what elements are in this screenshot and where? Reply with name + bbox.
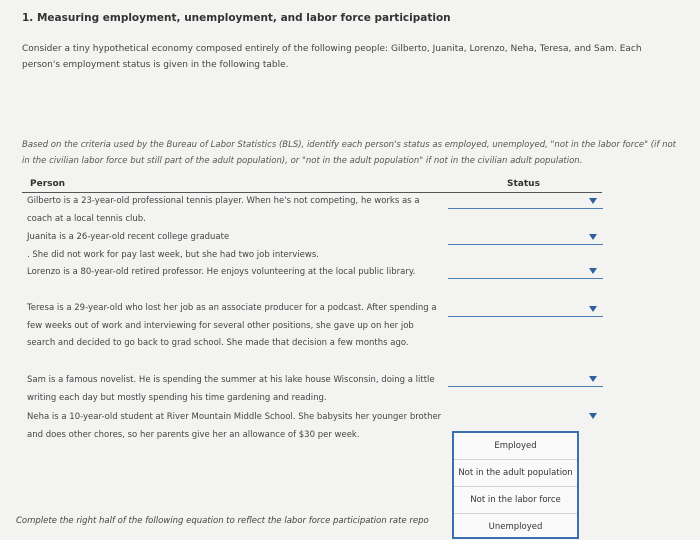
chevron-down-icon	[589, 268, 597, 274]
chevron-down-icon	[589, 413, 597, 419]
table-row-lorenzo: Lorenzo is a 80-year-old retired professor. He enjoys volunteering at the local public library.	[27, 267, 416, 277]
equation-prompt: Complete the right half of the following equation to reflect the labor force participation rate repo	[16, 516, 429, 526]
menu-option-employed[interactable]: Employed	[454, 433, 577, 460]
menu-option-not-in-adult-population[interactable]: Not in the adult population	[454, 460, 577, 487]
status-dropdown-menu	[452, 431, 579, 539]
table-row-teresa: Teresa is a 29-year-old who lost her job as an associate producer for a podcast. After spending a few weeks out of work and interviewing for several other positions, she gave up on her job search and decided to go back to grad school. She made that decision a few months ago.	[27, 303, 437, 348]
chevron-down-icon	[589, 198, 597, 204]
chevron-down-icon	[589, 234, 597, 240]
column-header-status: Status	[507, 179, 540, 189]
status-dropdown-juanita[interactable]	[448, 232, 603, 245]
chevron-down-icon	[589, 376, 597, 382]
menu-option-unemployed[interactable]: Unemployed	[488, 522, 543, 532]
table-row-gilberto: Gilberto is a 23-year-old professional tennis player. When he's not competing, he works as a coach at a local tennis club.	[27, 196, 420, 224]
status-dropdown-teresa[interactable]	[448, 304, 603, 317]
chevron-down-icon	[589, 306, 597, 312]
status-dropdown-lorenzo[interactable]	[448, 266, 603, 279]
question-intro: Consider a tiny hypothetical economy composed entirely of the following people: Gilberto, Juanita, Lorenzo, Neha, Teresa, and Sam. Each person's employment status is given in the following table.	[22, 44, 642, 70]
status-dropdown-gilberto[interactable]	[448, 196, 603, 209]
table-row-sam: Sam is a famous novelist. He is spending the summer at his lake house Wisconsin, doing a little writing each day but mostly spending his time gardening and reading.	[27, 375, 435, 403]
menu-option-not-in-labor-force[interactable]: Not in the labor force	[454, 487, 577, 514]
column-header-person: Person	[30, 179, 66, 189]
status-dropdown-neha[interactable]	[448, 411, 603, 423]
question-instructions: Based on the criteria used by the Bureau of Labor Statistics (BLS), identify each person's status as employed, unemployed, "not in the labor force" (if not in the civilian labor force but still part of the adult population), or "not in the adult population" if not in the civilian adult population.	[22, 140, 677, 166]
table-row-juanita: Juanita is a 26-year-old recent college graduate . She did not work for pay last week, but she had two job interviews.	[27, 232, 319, 260]
question-title: 1. Measuring employment, unemployment, and labor force participation	[22, 12, 451, 24]
status-dropdown-sam[interactable]	[448, 374, 603, 387]
table-row-neha: Neha is a 10-year-old student at River Mountain Middle School. She babysits her younger brother and does other chores, so her parents give her an allowance of $30 per week.	[27, 412, 442, 440]
